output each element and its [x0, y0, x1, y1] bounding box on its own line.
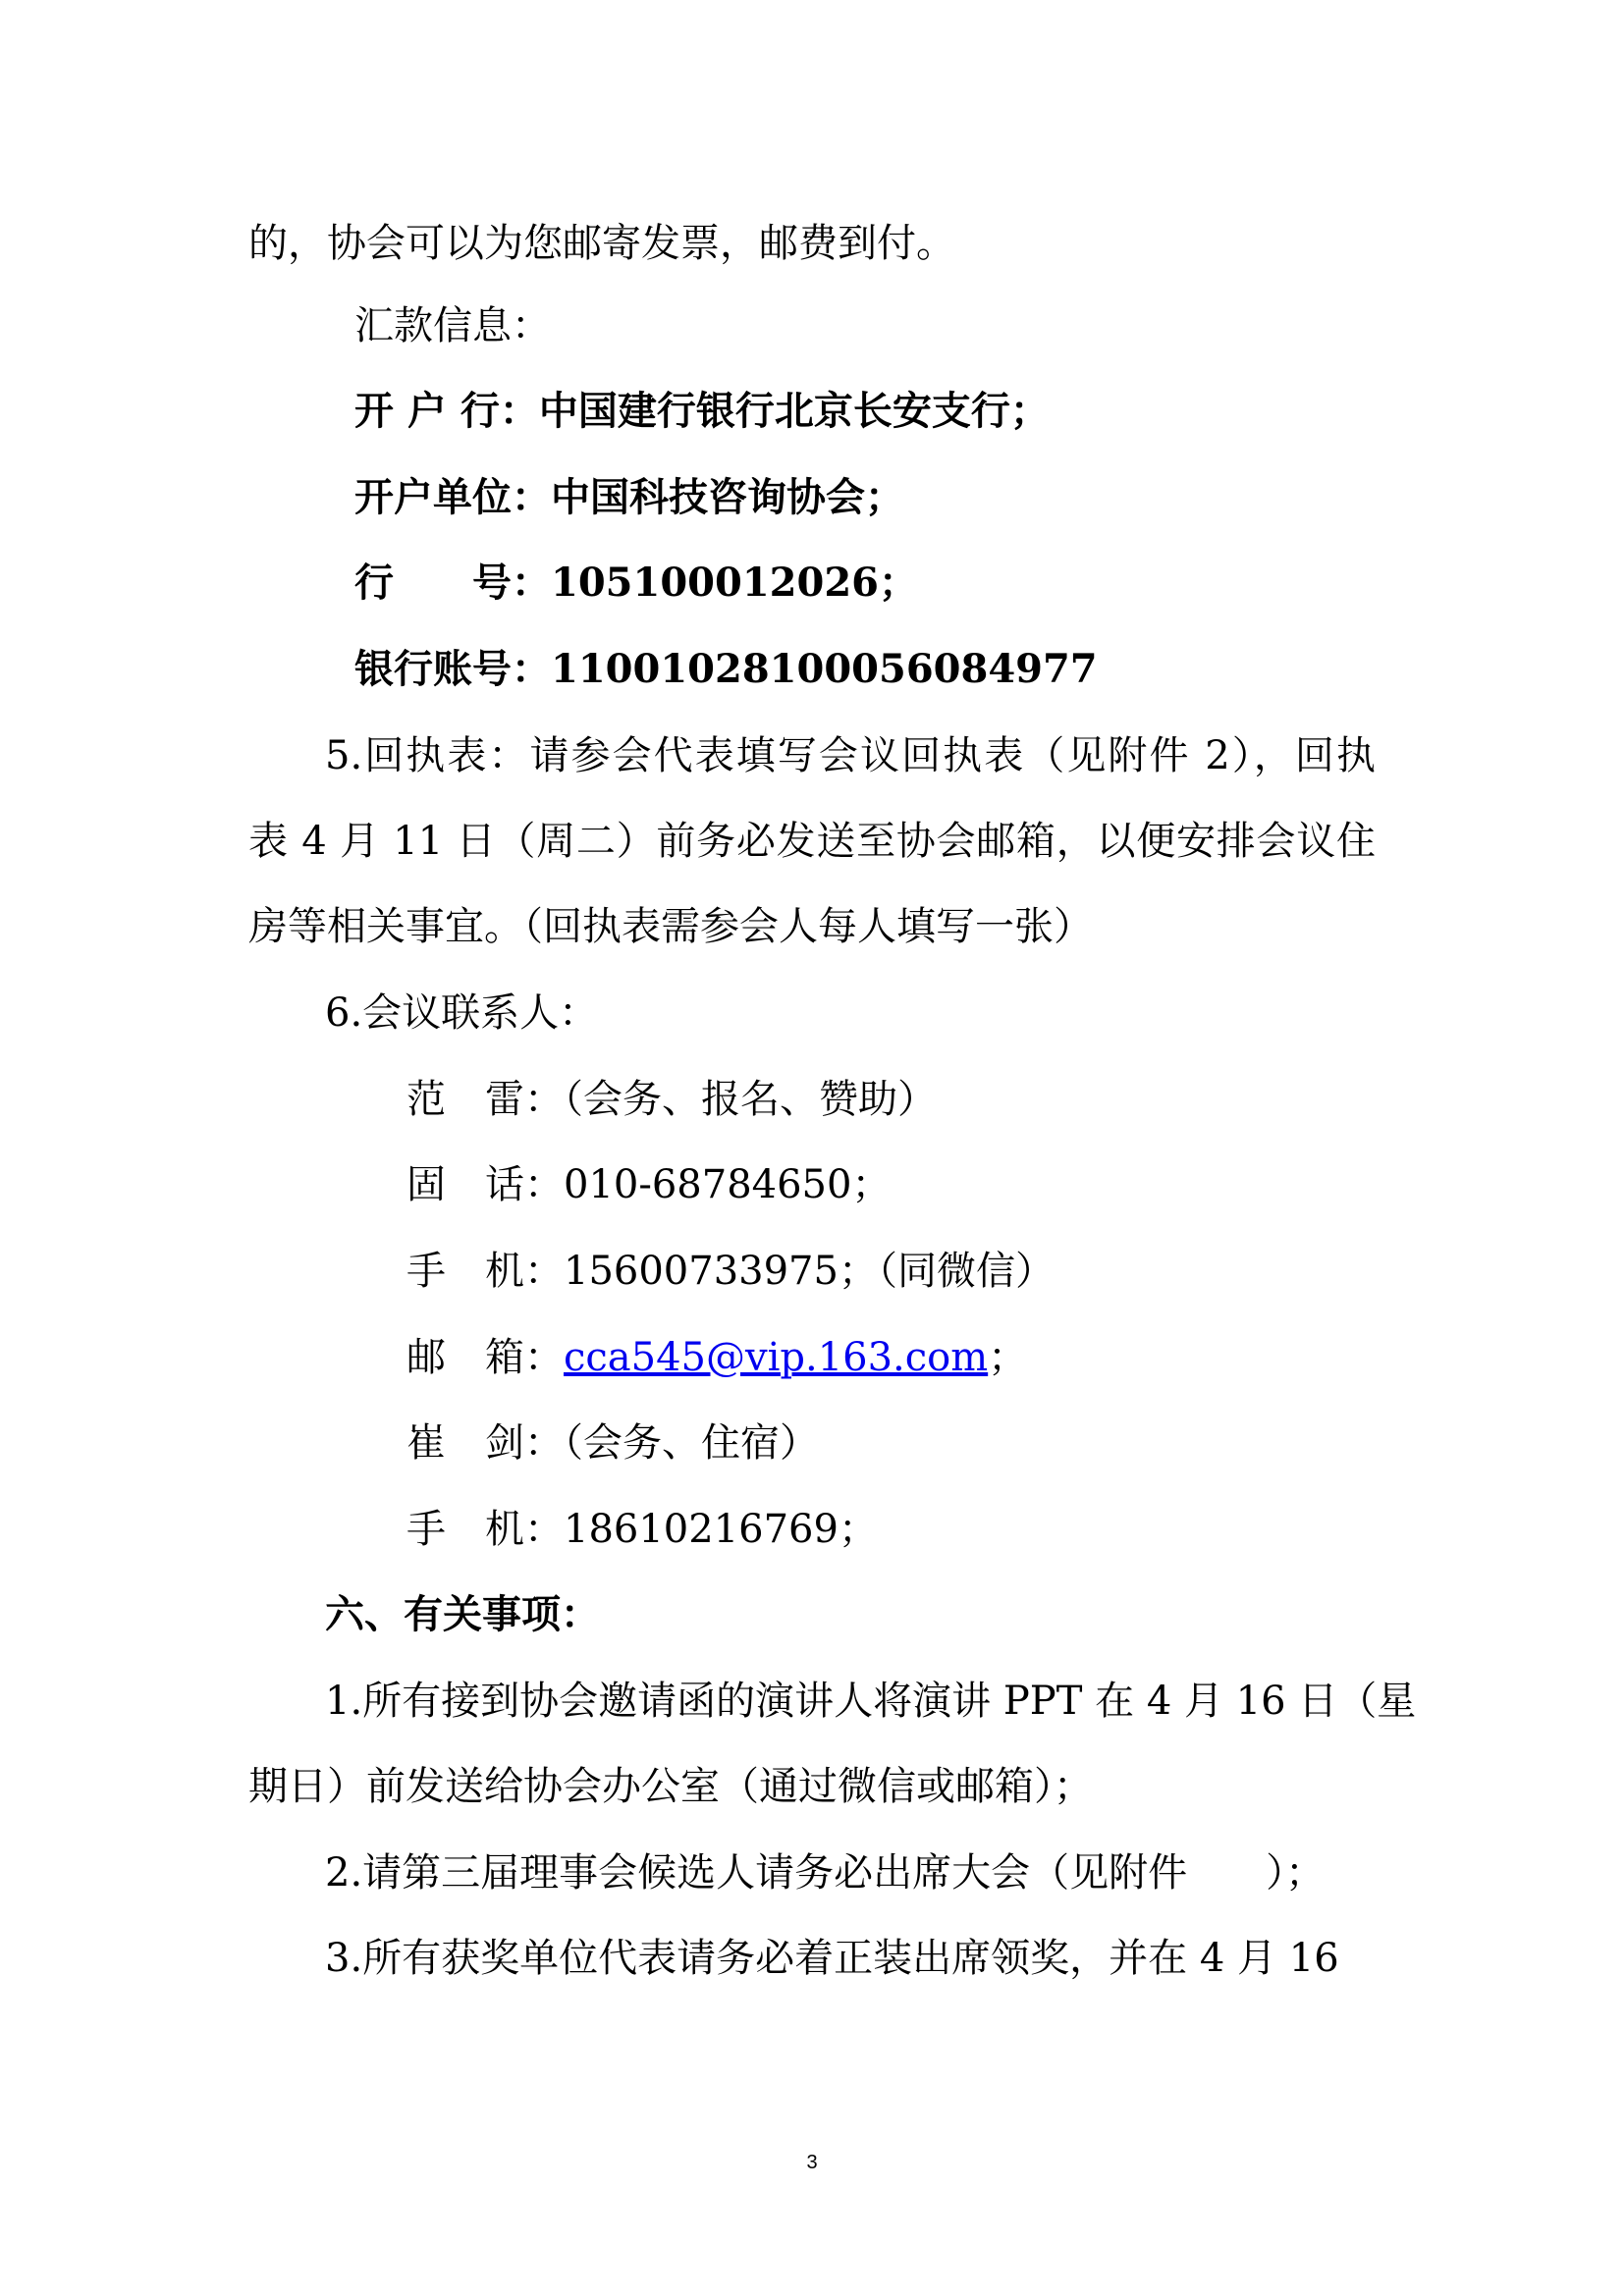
paragraph-line: 的，协会可以为您邮寄发票，邮费到付。	[248, 221, 955, 266]
account-number-line	[354, 644, 1098, 695]
contact-row	[406, 1417, 819, 1468]
account-number-value: 11001028100056084977	[551, 646, 1098, 692]
email-link[interactable]: cca545@vip.163.com	[564, 1335, 989, 1380]
paragraph-line: 5.回执表：请参会代表填写会议回执表（见附件 2），回执	[325, 733, 1376, 778]
contacts-heading: 6.会议联系人：	[325, 990, 599, 1036]
contact-row	[406, 1159, 891, 1210]
account-unit-value: 中国科技咨询协会；	[551, 474, 904, 520]
contact-label: 手 机	[406, 1507, 524, 1552]
bank-code-line	[354, 558, 918, 609]
contact-value: ：15600733975；（同微信）	[524, 1249, 1055, 1294]
contact-row	[406, 1074, 937, 1125]
contact-row	[406, 1504, 878, 1555]
contact-value: ：（会务、住宿）	[524, 1420, 819, 1466]
page-number: 3	[806, 2152, 818, 2173]
account-unit-line	[354, 472, 904, 523]
contact-label: 邮 箱	[406, 1335, 524, 1380]
contact-label: 崔 剑	[406, 1420, 524, 1466]
paragraph-line: 3.所有获奖单位代表请务必着正装出席领奖，并在 4 月 16	[325, 1936, 1339, 1981]
contact-label: 手 机	[406, 1249, 524, 1294]
paragraph-line: 2.请第三届理事会候选人请务必出席大会（见附件 ）；	[325, 1850, 1326, 1896]
section-heading: 六、有关事项：	[325, 1591, 600, 1637]
bank-value: 中国建行银行北京长安支行；	[538, 388, 1050, 434]
account-unit-label: 开户单位：	[354, 474, 551, 520]
paragraph-line: 房等相关事宜。（回执表需参会人每人填写一张）	[248, 904, 1093, 949]
paragraph-line: 1.所有接到协会邀请函的演讲人将演讲 PPT 在 4 月 16 日（星	[325, 1679, 1417, 1724]
bank-label: 开 户 行：	[354, 388, 539, 434]
bank-line	[354, 386, 1050, 437]
account-number-label: 银行账号：	[354, 646, 551, 692]
contact-end: ；	[988, 1335, 1028, 1380]
bank-code-label: 行 号：	[354, 560, 551, 606]
contact-row	[406, 1332, 1027, 1383]
contact-row	[406, 1246, 1055, 1297]
contact-value: ：18610216769；	[524, 1507, 878, 1552]
contact-label: 范 雷	[406, 1077, 524, 1122]
remittance-heading: 汇款信息：	[354, 303, 551, 348]
paragraph-line: 期日）前发送给协会办公室（通过微信或邮箱）；	[248, 1764, 1093, 1809]
contact-label: 固 话	[406, 1162, 524, 1207]
contact-colon: ：	[524, 1335, 564, 1380]
contact-value: ：010-68784650；	[524, 1162, 892, 1207]
paragraph-line: 表 4 月 11 日（周二）前务必发送至协会邮箱，以便安排会议住	[248, 819, 1376, 864]
bank-code-value: 105100012026；	[551, 560, 918, 606]
contact-value: ：（会务、报名、赞助）	[524, 1077, 937, 1122]
